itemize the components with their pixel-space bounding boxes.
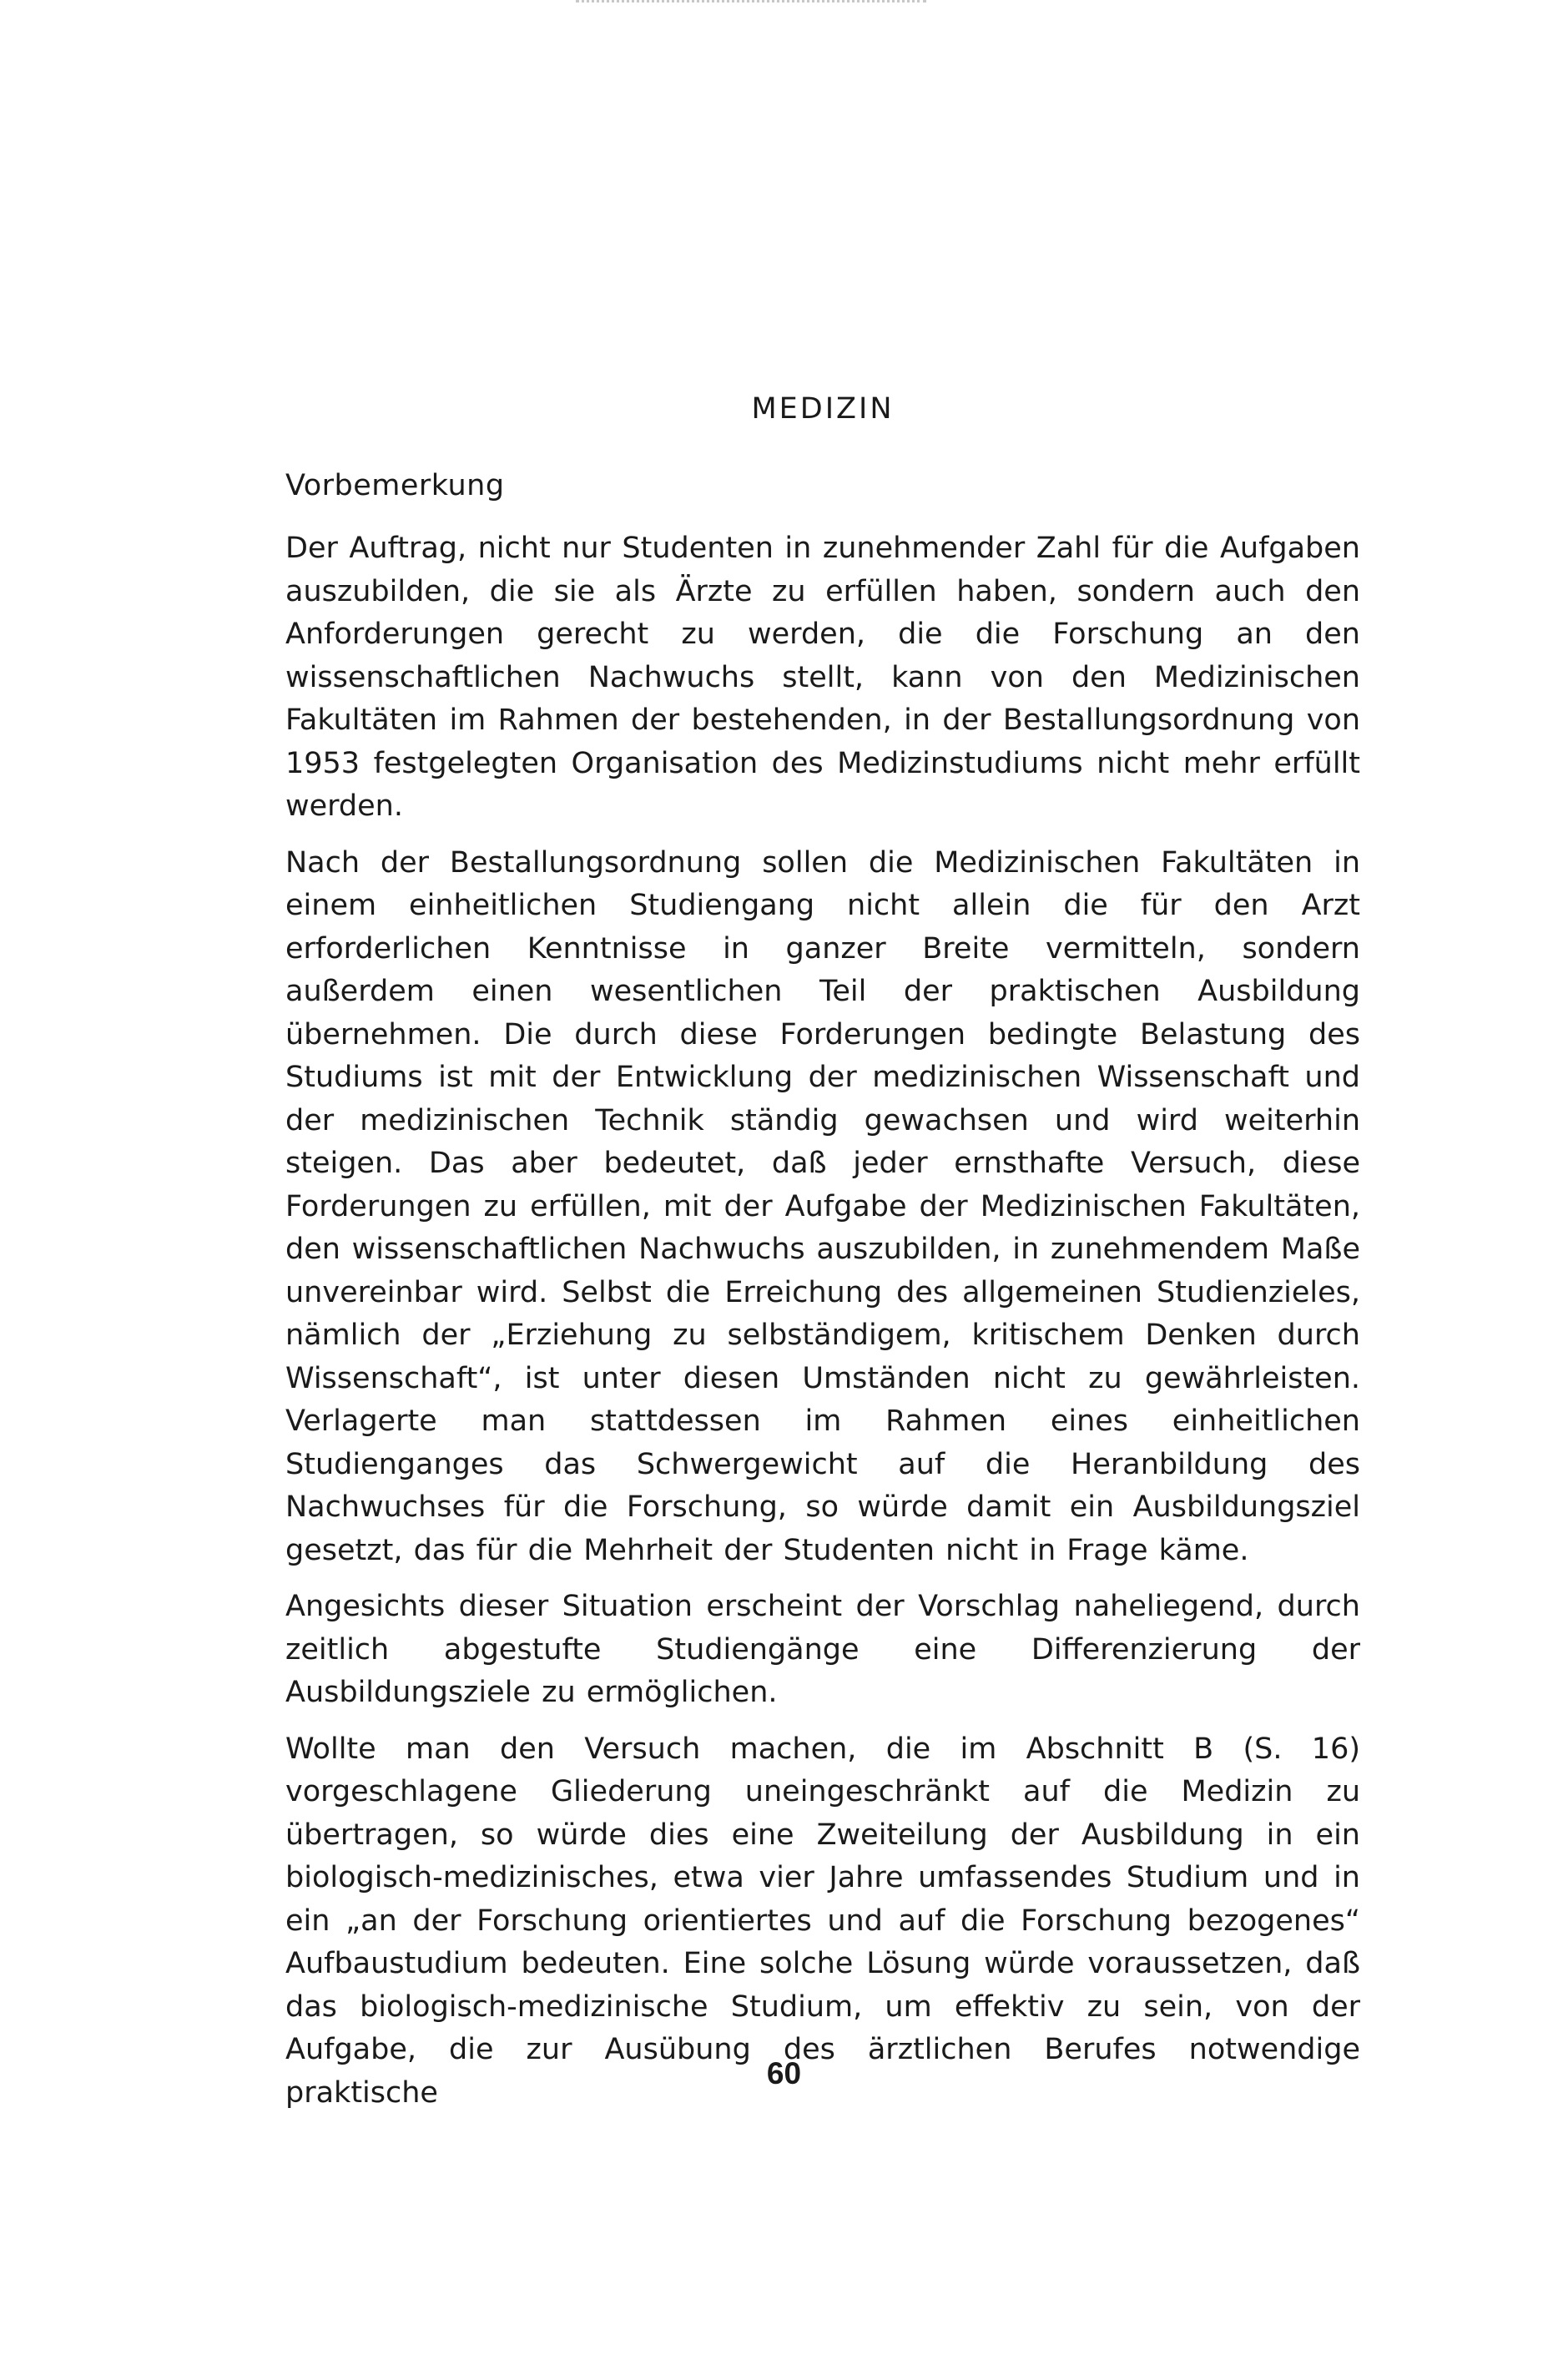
paragraph-1: Der Auftrag, nicht nur Studenten in zunehmender Zahl für die Aufgaben auszubilden, die sie als Ärzte zu erfüllen haben, sondern auch den Anforderungen gerecht zu werden, die die Forschung an den wissenschaftlichen Nachwuchs stellt, kann von den Medizinischen Fakultäten im Rahmen der bestehenden, in der Bestallungsordnung von 1953 festgelegten Organisation des Medizinstudiums nicht mehr erfüllt werden. — [285, 532, 1360, 823]
paragraph-3: Angesichts dieser Situation erscheint der Vorschlag naheliegend, durch zeitlich abgestufte Studiengänge eine Differenzierung der Ausbildungsziele zu ermöglichen. — [285, 1590, 1360, 1709]
chapter-title: MEDIZIN — [751, 392, 895, 426]
section-heading: Vorbemerkung — [285, 469, 505, 502]
page-number: 60 — [766, 2056, 802, 2090]
document-page — [285, 392, 1360, 2128]
paragraph-4: Wollte man den Versuch machen, die im Abschnitt B (S. 16) vorgeschlagene Gliederung uneingeschränkt auf die Medizin zu übertragen, so würde dies eine Zweiteilung der Ausbildung in ein biologisch-medizinisches, etwa vier Jahre umfassendes Studium und in ein „an der Forschung orientiertes und auf die Forschung bezogenes“ Aufbaustudium bedeuten. Eine solche Lösung würde voraussetzen, daß das biologisch-medizinische Studium, um effektiv zu sein, von der Aufgabe, die zur Ausübung des ärztlichen Berufes notwendige praktische — [285, 1732, 1360, 2110]
paragraph-2: Nach der Bestallungsordnung sollen die Medizinischen Fakultäten in einem einheitlichen Studiengang nicht allein die für den Arzt erforderlichen Kenntnisse in ganzer Breite vermitteln, sondern außerdem einen wesentlichen Teil der praktischen Ausbildung übernehmen. Die durch diese Forderungen bedingte Belastung des Studiums ist mit der Entwicklung der medizinischen Wissenschaft und der medizinischen Technik ständig gewachsen und wird weiterhin steigen. Das aber bedeutet, daß jeder ernsthafte Versuch, diese Forderungen zu erfüllen, mit der Aufgabe der Medizinischen Fakultäten, den wissenschaftlichen Nachwuchs auszubilden, in zunehmendem Maße unvereinbar wird. Selbst die Erreichung des allgemeinen Studienzieles, nämlich der „Erziehung zu selbständigem, kritischem Denken durch Wissenschaft“, ist unter diesen Umständen nicht zu gewährleisten. Verlagerte man stattdessen im Rahmen eines einheitlichen Studienganges das Schwergewicht auf die Heranbildung des Nachwuchses für die Forschung, so würde damit ein Ausbildungsziel gesetzt, das für die Mehrheit der Studenten nicht in Frage käme. — [285, 845, 1360, 1567]
scan-artifact — [576, 0, 926, 8]
